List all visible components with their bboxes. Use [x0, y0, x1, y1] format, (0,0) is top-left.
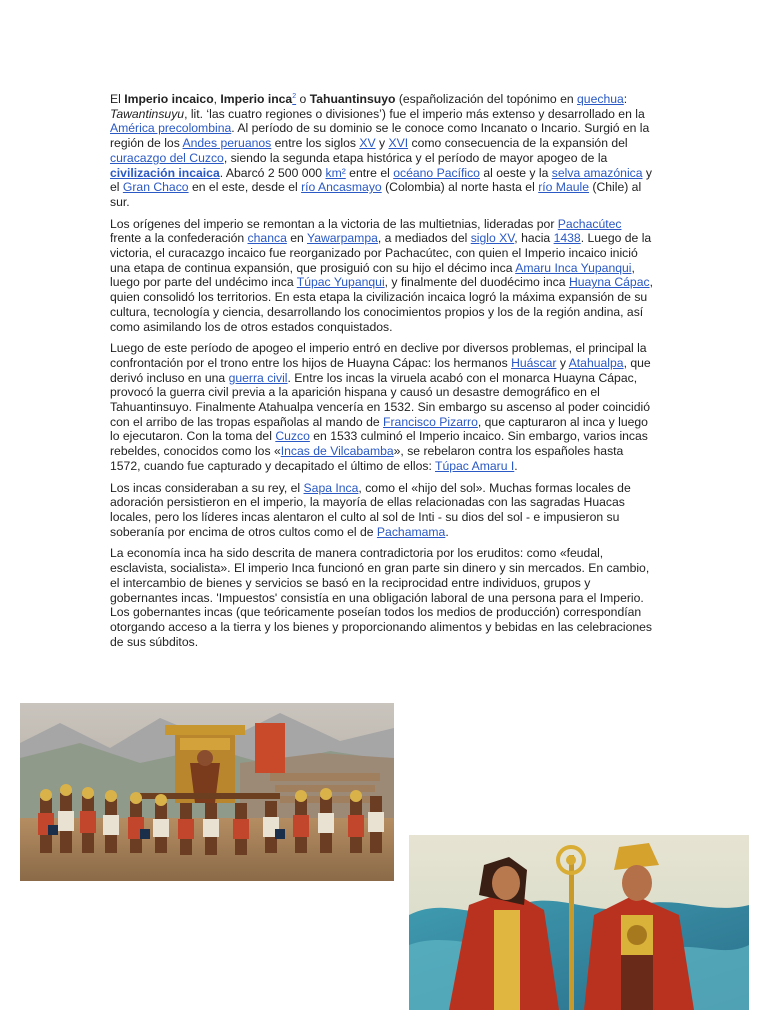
inca-couple-illustration — [409, 835, 749, 1010]
text-run: como consecuencia de la expansión del — [408, 136, 628, 151]
text-run: , como el «hijo del sol». Muchas formas locales de adoración persistieron en el imperio, la mayoría de ellas relacionadas con las sagradas Huacas locales, pero los líderes incas alentaron el culto al sol de Inti - su dios del sol - e impusieron su soberanía por encima de otros cultos como el de — [110, 480, 631, 539]
paragraph-origins — [110, 217, 656, 335]
text-run: Los incas consideraban a su rey, el — [110, 480, 304, 495]
link-1438[interactable]: 1438 — [553, 231, 581, 246]
text-run: , quien consolidó los territorios. En esta etapa la civilización incaica logró la máxima expansión de su cultura, tecnología y ciencia, desarrollando los conocimientos propios y los de la región andina, así como asimilando los de otros estados conquistados. — [110, 275, 653, 334]
text-run: . Luego de la victoria, el curacazgo incaico fue reorganizado por Pachacútec, con quien el Imperio incaico inició una etapa de continua expansión, que prosiguió con su hijo el décimo inca — [110, 231, 652, 275]
text-run: , siendo la segunda etapa histórica y el período de mayor apogeo de la — [223, 150, 608, 165]
footnote-ref[interactable]: 2 — [292, 92, 297, 100]
link-gran-chaco[interactable]: Gran Chaco — [122, 180, 189, 195]
paragraph-economy — [110, 546, 656, 649]
text-run: Luego de este período de apogeo el imperio entró en declive por diversos problemas, el principal la confrontación por el trono entre los hijos de Huayna Cápac: los hermanos — [110, 341, 647, 370]
link-quechua[interactable]: quechua — [577, 92, 624, 106]
text-run: Los orígenes del imperio se remontan a la victoria de las multietnias, lideradas por — [110, 216, 558, 231]
link-curacazgo-del-cuzco[interactable]: curacazgo del Cuzco — [110, 150, 224, 165]
text-run: entre los siglos — [271, 136, 360, 151]
link-selva-amazonica[interactable]: selva amazónica — [551, 165, 643, 180]
link-yawarpampa[interactable]: Yawarpampa — [306, 231, 378, 246]
text-run: (españolización del topónimo en — [395, 92, 578, 106]
text-run: , a mediados del — [377, 231, 471, 246]
paragraph-intro — [110, 92, 656, 210]
text-run: , — [213, 92, 221, 106]
article-body — [110, 92, 656, 656]
link-america-precolombina[interactable]: América precolombina — [110, 121, 232, 136]
text-run: y el — [110, 165, 653, 195]
link-francisco-pizarro[interactable]: Francisco Pizarro — [383, 414, 478, 429]
link-atahualpa[interactable]: Atahualpa — [568, 355, 624, 370]
text-run: , lit. ‘las cuatro regiones o divisiones’) fue el imperio más extenso y desarrollado en la — [184, 106, 645, 121]
text-run: : — [623, 92, 628, 106]
text-run: en — [286, 231, 307, 246]
text-run: en el este, desde el — [188, 180, 302, 195]
link-huascar[interactable]: Huáscar — [511, 355, 557, 370]
text-run: , que derivó incluso en una — [110, 355, 651, 385]
term-tawantinsuyu: Tawantinsuyu — [110, 106, 185, 121]
link-siglo-xv[interactable]: siglo XV — [470, 231, 515, 246]
link-pachamama[interactable]: Pachamama — [376, 524, 446, 539]
term-tahuantinsuyo: Tahuantinsuyo — [309, 92, 396, 106]
text-run: La economía inca ha sido descrita de manera contradictoria por los eruditos: como «feudal, esclavista, socialista». El imperio Inca funcionó en gran parte sin dinero y sin mercados. En cambio, el intercambio de bienes y servicios se basó en la reciprocidad entre individuos, grupos y gobernantes incas. 'Impuestos' consistía en una obligación laboral de una persona para el Imperio. Los gobernantes incas (que teóricamente poseían todos los medios de producción) correspondían otorgando acceso a la tierra y los bienes y proporcionando alimentos y bebidas en las celebraciones de sus súbditos. — [110, 546, 652, 649]
link-huayna-capac[interactable]: Huayna Cápac — [568, 275, 650, 290]
text-run: y — [375, 136, 389, 151]
text-run: (Colombia) al norte hasta el — [381, 180, 539, 195]
link-civilizacion-incaica[interactable]: civilización incaica — [110, 165, 220, 180]
link-cuzco[interactable]: Cuzco — [275, 429, 310, 444]
term-imperio-incaico: Imperio incaico — [124, 92, 214, 106]
text-run: . Al período de su dominio se le conoce como Incanato o Incario. Surgió en la región de los — [110, 121, 650, 151]
link-tupac-yupanqui[interactable]: Túpac Yupanqui — [296, 275, 385, 290]
text-run: », se rebelaron contra los españoles hasta 1572, cuando fue capturado y decapitado el último de ellos: — [110, 444, 624, 473]
link-oceano-pacifico[interactable]: océano Pacífico — [393, 165, 480, 180]
text-run: entre el — [345, 165, 394, 180]
link-amaru-inca-yupanqui[interactable]: Amaru Inca Yupanqui — [515, 260, 632, 275]
text-run: en 1533 culminó el Imperio incaico. Sin embargo, varios incas rebeldes, conocidos como los « — [110, 429, 648, 459]
term-imperio-inca: Imperio inca — [220, 92, 293, 106]
link-xvi[interactable]: XVI — [388, 136, 409, 151]
text-run: , luego por parte del undécimo inca — [110, 260, 635, 290]
link-rio-maule[interactable]: río Maule — [538, 180, 589, 195]
inca-procession-painting — [20, 703, 394, 881]
text-run: . — [514, 458, 518, 473]
link-rio-ancasmayo[interactable]: río Ancasmayo — [301, 180, 382, 195]
link-tupac-amaru-i[interactable]: Túpac Amaru I — [435, 458, 515, 473]
text-run: , hacia — [514, 231, 554, 246]
link-incas-de-vilcabamba[interactable]: Incas de Vilcabamba — [280, 444, 394, 459]
text-run: frente a la confederación — [110, 231, 248, 246]
link-xv[interactable]: XV — [359, 136, 376, 151]
link-sapa-inca[interactable]: Sapa Inca — [303, 480, 359, 495]
text-run: . Abarcó 2 500 000 — [219, 165, 326, 180]
text-run: o — [296, 92, 310, 106]
link-chanca[interactable]: chanca — [247, 231, 287, 246]
text-run: , y finalmente del duodécimo inca — [384, 275, 569, 290]
text-run: , que capturaron al inca y luego lo ejecutaron. Con la toma del — [110, 414, 648, 444]
link-guerra-civil[interactable]: guerra civil — [228, 370, 288, 385]
text-run: y — [556, 355, 569, 370]
text-run: El — [110, 92, 125, 106]
text-run: . — [445, 524, 449, 539]
link-km[interactable]: km² — [325, 165, 346, 180]
paragraph-decline — [110, 341, 656, 473]
paragraph-religion — [110, 481, 656, 540]
link-pachacutec[interactable]: Pachacútec — [557, 216, 622, 231]
link-andes-peruanos[interactable]: Andes peruanos — [182, 136, 272, 151]
text-run: . Entre los incas la viruela acabó con el monarca Huayna Cápac, provocó la guerra civil previa a la aparición hispana y causó un desastre demográfico en el Tahuantinsuyo. Finalmente Atahualpa vencería en 1532. Sin embargo su ascenso al poder coincidió con el arribo de las tropas españolas al mando de — [110, 370, 650, 429]
text-run: (Chile) al sur. — [110, 180, 642, 209]
text-run: al oeste y la — [479, 165, 552, 180]
